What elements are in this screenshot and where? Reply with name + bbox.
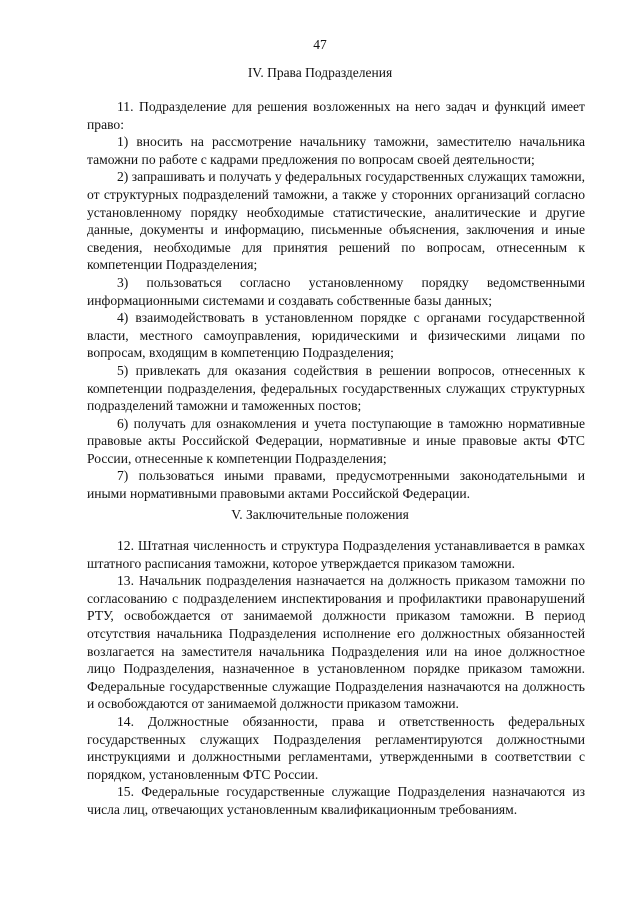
paragraph-11-item-4: 4) взаимодействовать в установленном порядке с органами государственной власти, местного самоуправления, юридическими и физическими лицами по вопросам, входящим в компетенцию Подразделения; [87, 310, 585, 361]
paragraph-11-item-1: 1) вносить на рассмотрение начальнику таможни, заместителю начальника таможни по работе с кадрами предложения по вопросам своей деятельности; [87, 134, 585, 167]
paragraph-11-item-5: 5) привлекать для оказания содействия в решении вопросов, отнесенных к компетенции подразделения, федеральных государственных служащих структурных подразделений таможни и таможенных постов; [87, 362, 585, 414]
paragraph-11-item-3: 3) пользоваться согласно установленному порядку ведомственными информационными системами и создавать собственные базы данных; [87, 274, 585, 308]
paragraph-15: 15. Федеральные государственные служащие Подразделения назначаются из числа лиц, отвечающих установленным квалификационным требованиям. [87, 784, 585, 817]
section-title-rights: IV. Права Подразделения [247, 65, 393, 80]
paragraph-11-item-6: 6) получать для ознакомления и учета поступающие в таможню нормативные правовые акты Российской Федерации, нормативные и иные правовые акты ФТС России, отнесенные к компетенции Подразделения; [87, 415, 585, 466]
paragraph-11-item-2: 2) запрашивать и получать у федеральных государственных служащих таможни, от структурных подразделений таможни, а также у сторонних организаций согласно установленному порядку необходимые статистические, аналитические и другие данные, документы и информацию, письменные объяснения, заключения и иные сведения, необходимые для принятия решений по вопросам, отнесенным к компетенции Подразделения; [87, 169, 585, 273]
page-number: 47 [313, 37, 327, 52]
paragraph-11-item-7: 7) пользоваться иными правами, предусмотренными законодательными и иными нормативными правовыми актами Российской Федерации. [87, 468, 585, 502]
section-title-final-provisions: V. Заключительные положения [231, 507, 409, 522]
section-final-provisions-body [87, 537, 585, 819]
paragraph-12: 12. Штатная численность и структура Подразделения устанавливается в рамках штатного расписания таможни, которое утверждается приказом таможни. [87, 538, 585, 571]
paragraph-11: 11. Подразделение для решения возложенных на него задач и функций имеет право: [87, 99, 585, 132]
section-rights-body [87, 98, 585, 503]
paragraph-13: 13. Начальник подразделения назначается на должность приказом таможни по согласованию с подразделением инспектирования и профилактики правонарушений РТУ, освобождается от занимаемой должности приказом таможни. В период отсутствия начальника Подразделения исполнение его должностных обязанностей возлагается на заместителя начальника Подразделения или на иное должностное лицо Подразделения, назначенное в установленном порядке приказом таможни. Федеральные государственные служащие Подразделения назначаются на должность и освобождаются от занимаемой должности приказом таможни. [87, 573, 585, 712]
paragraph-14: 14. Должностные обязанности, права и ответственность федеральных государственных служащих Подразделения регламентируются должностными инструкциями и должностными регламентами, утвержденными в соответствии с порядком, установленным ФТС России. [87, 713, 585, 782]
